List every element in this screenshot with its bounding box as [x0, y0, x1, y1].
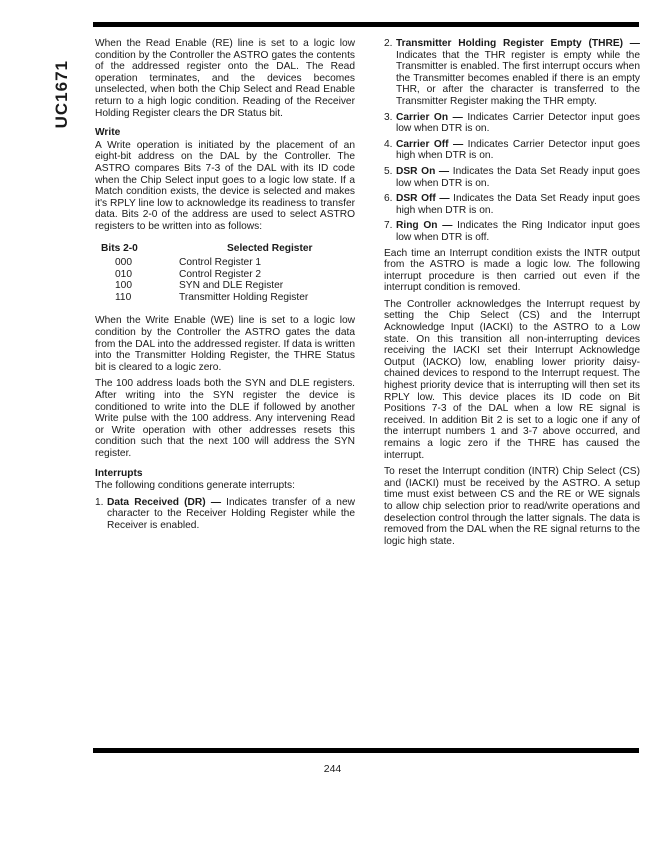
- list-number: 6.: [384, 193, 393, 205]
- list-term: Carrier Off —: [396, 138, 464, 150]
- list-number: 4.: [384, 138, 393, 150]
- table-row: [101, 269, 313, 281]
- top-rule: [93, 22, 639, 27]
- list-item: [95, 497, 355, 532]
- write-enable-paragraph: When the Write Enable (WE) line is set to a logic low condition by the Controller the ASTRO gates the data from the DAL into the addressed register. If data is written into the Transmitter Holding Register, the THRE Status bit is cleared to a logic zero.: [95, 315, 355, 373]
- bits-code: 100: [115, 280, 132, 292]
- part-number-label: UC1671: [52, 60, 71, 129]
- register-name: SYN and DLE Register: [179, 280, 284, 292]
- list-number: 2.: [384, 38, 393, 49]
- write-paragraph: A Write operation is initiated by the placement of an eight-bit address on the DAL by the Controller. The ASTRO compares Bits 7-3 of the DAL with its ID code when the Chip Select input goes to a logic low state. If a Match condition exists, the device is selected and makes it's RPLY line low to acknowledge its readiness to transfer data. Bits 2-0 of the address are used to select ASTRO registers to be written into as follows:: [95, 139, 355, 232]
- read-paragraph: When the Read Enable (RE) line is set to a logic low condition by the Controller the ASTRO gates the contents of the addressed register onto the DAL. The Read operation terminates, and the devices becomes unselected, when both the Chip Select and Read Enable return to a high logic condition. Reading of the Receiver Holding Register clears the DR Status bit.: [95, 38, 355, 119]
- table-row: [101, 280, 313, 292]
- list-item: [384, 220, 640, 243]
- register-name: Control Register 2: [179, 268, 262, 280]
- list-description: Indicates the Data Set Ready input goes low when DTR is on.: [396, 165, 640, 189]
- right-column: [384, 38, 640, 552]
- list-term: DSR Off —: [396, 193, 450, 205]
- syn-dle-paragraph: The 100 address loads both the SYN and DLE registers. After writing into the SYN register the device is conditioned to write into the DLE if followed by another Write pulse with the 100 address. Any intervening Read or Write operation with other addresses resets this condition such that the next 100 will address the SYN register.: [95, 378, 355, 459]
- interrupts-intro: The following conditions generate interrupts:: [95, 480, 295, 492]
- register-select-table: [101, 243, 313, 304]
- list-item: [384, 112, 640, 135]
- list-description: Indicates the Ring Indicator input goes low when DTR is off.: [396, 220, 640, 243]
- table-row: [101, 257, 313, 269]
- table-row: [101, 292, 313, 304]
- list-number: 7.: [384, 220, 393, 232]
- list-text: [396, 220, 640, 243]
- list-description: Indicates Carrier Detector input goes high when DTR is on.: [396, 138, 640, 162]
- acknowledge-paragraph: The Controller acknowledges the Interrupt request by setting the Chip Select (CS) and the Interrupt Acknowledge Input (IACKI) to the ASTRO to a Low state. On this transition all non-interrupting devices receiving the IACKI set their Interrupt Acknowledge Output (IACKO) low, enabling lower priority daisy-chained devices to respond to the Interrupt request. The highest priority device that is interrupting will then set its RPLY low. This device places its ID code on Bit Positions 7-3 of the DAL when a low RE signal is received. In addition Bit 2 is set to a logic one if any of the interrupt numbers 1 and 3-7 above occurred, and remains a logic zero if the THRE has caused the interrupt.: [384, 298, 640, 461]
- reset-paragraph: To reset the Interrupt condition (INTR) Chip Select (CS) and (IACKI) must be received by the ASTRO. A setup time must exist between CS and the RE or WE signals to allow chip selection prior to read/write operations and deselection control through the latter signals. The data is removed from the DAL when the RE signal returns to the logic high state.: [384, 466, 640, 547]
- list-text: [396, 38, 640, 108]
- left-column: [95, 38, 355, 536]
- page-number: 244: [323, 763, 342, 775]
- list-item: [384, 139, 640, 162]
- list-description: Indicates the Data Set Ready input goes high when DTR is on.: [396, 193, 640, 216]
- list-text: [396, 112, 640, 135]
- bits-code: 110: [115, 291, 132, 303]
- list-description: Indicates that the THR register is empty while the Transmitter is enabled. The first interrupt occurs when the Transmitter becomes enabled if there is an empty THR, or after the character is transferred to the Transmitter Register making the THR empty.: [396, 49, 640, 107]
- list-text: [396, 139, 640, 162]
- bits-column-header: Bits 2-0: [101, 242, 138, 254]
- list-term: Carrier On —: [396, 111, 463, 123]
- register-name: Control Register 1: [179, 257, 262, 269]
- list-term: Ring On —: [396, 220, 453, 232]
- list-number: 5.: [384, 165, 393, 177]
- register-name: Transmitter Holding Register: [179, 291, 309, 303]
- list-description: Indicates Carrier Detector input goes low when DTR is on.: [396, 111, 640, 135]
- list-term: Data Received (DR) —: [107, 496, 222, 508]
- bits-code: 010: [115, 268, 132, 280]
- list-item: [384, 193, 640, 216]
- list-term: Transmitter Holding Register Empty (THRE) —: [396, 38, 640, 49]
- write-heading: Write: [95, 127, 121, 139]
- list-number: 3.: [384, 111, 393, 123]
- bits-code: 000: [115, 257, 132, 269]
- interrupts-heading: Interrupts: [95, 467, 143, 479]
- bottom-rule: [93, 748, 639, 753]
- list-text: [107, 497, 355, 532]
- list-number: 1.: [95, 496, 104, 508]
- list-description: Indicates transfer of a new character to the Receiver Holding Register while the Receiver is enabled.: [107, 496, 356, 531]
- list-item: [384, 38, 640, 108]
- register-column-header: Selected Register: [227, 242, 313, 254]
- list-term: DSR On —: [396, 165, 450, 177]
- list-item: [384, 166, 640, 189]
- list-text: [396, 193, 640, 216]
- interrupt-output-paragraph: Each time an Interrupt condition exists the INTR output from the ASTRO is made a logic low. The following interrupt procedure is then carried out even if the interrupt condition is removed.: [384, 247, 640, 294]
- list-text: [396, 166, 640, 189]
